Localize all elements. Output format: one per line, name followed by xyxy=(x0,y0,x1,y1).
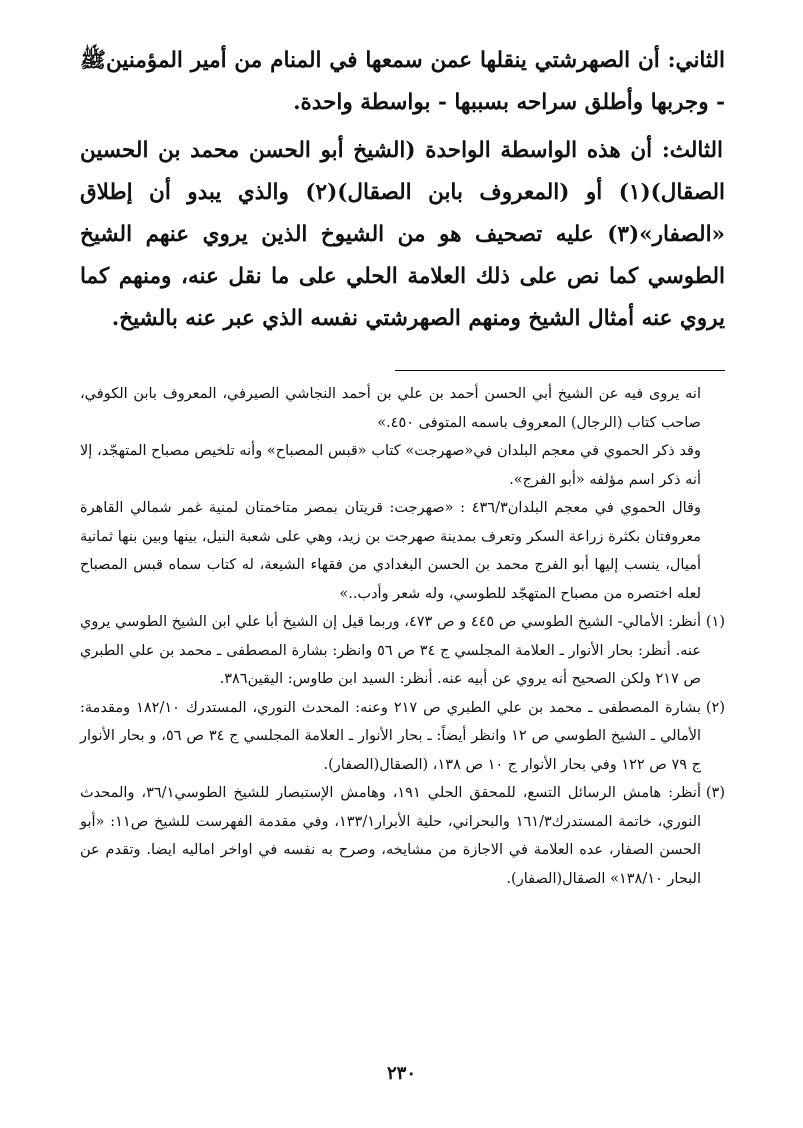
footnote-number: (٣) xyxy=(705,785,725,801)
paragraph-second-point: الثاني: أن الصهرشتي ينقلها عمن سمعها في المنام من أمير المؤمنينﷺ - وجربها وأطلق سراحه بسببها - بواسطة واحدة. xyxy=(80,48,725,115)
footnotes xyxy=(80,380,725,893)
footnote-continuation: انه يروى فيه عن الشيخ أبي الحسن أحمد بن علي بن أحمد النجاشي الصيرفي، المعروف بابن الكوفي، صاحب كتاب (الرجال) المعروف باسمه المتوفى ٤٥٠.» xyxy=(80,386,701,431)
footnote-number: (١) xyxy=(705,614,725,630)
footnote-divider xyxy=(395,370,725,371)
main-text xyxy=(80,40,725,340)
footnote-continuation: وقد ذكر الحموي في معجم البلدان في«صهرجت» كتاب «قبس المصباح» وأنه تلخيص مصباح المتهجّد، إلا أنه ذكر اسم مؤلفه «أبو الفرج». xyxy=(80,443,701,488)
paragraph-third-point: الثالث: أن هذه الواسطة الواحدة (الشيخ أبو الحسن محمد بن الحسين الصقال)(١) أو (المعروف بابن الصقال)(٢) والذي يبدو أن إطلاق «الصفار»(٣) عليه تصحيف هو من الشيوخ الذين يروي عنهم الشيخ الطوسي كما نص على ذلك العلامة الحلي على ما نقل عنه، ومنهم كما يروي عنه أمثال الشيخ ومنهم الصهرشتي نفسه الذي عبر عنه بالشيخ. xyxy=(80,138,725,331)
footnote-number: (٢) xyxy=(705,699,725,716)
footnote-text: أنظر: هامش الرسائل التسع، للمحقق الحلي ١٩١، وهامش الإستبصار للشيخ الطوسي٣٦/١، والمحدث النوري، خاتمة المستدرك١٦١/٣ والبحراني، حلية الأبرار١٣٣/١، وفي مقدمة الفهرست للشيخ ص١١: «أبو الحسن الصفار، عده العلامة في الاجازة من مشايخه، وصرح به نفسه في اواخر اماليه ايضا. وتقدم عن البحار ١٣٨/١٠» الصقال(الصفار). xyxy=(80,785,702,887)
footnote-text: بشارة المصطفى ـ محمد بن علي الطبري ص ٢١٧ وعنه: المحدث النوري، المستدرك ١٨٢/١٠ ومقدمة: الأمالي ـ الشيخ الطوسي ص ١٢ وانظر أيضاً: ـ بحار الأنوار ـ العلامة المجلسي ج ٣٤ ص ٥٦، و بحار الأنوار ج ٧٩ ص ١٢٢ وفي بحار الأنوار ج ١٠ ص ١٣٨، (الصقال(الصفار). xyxy=(80,699,702,773)
footnote-3 xyxy=(80,779,725,893)
page-number: ٢٣٠ xyxy=(386,1063,416,1084)
footnote-2 xyxy=(80,694,725,780)
footnote-text: أنظر: الأمالي- الشيخ الطوسي ص ٤٤٥ و ص ٤٧٣، وربما قيل إن الشيخ أبا علي ابن الشيخ الطوسي يروي عنه. أنظر: بحار الأنوار ـ العلامة المجلسي ج ٣٤ ص ٥٦ وانظر: بشارة المصطفى ـ محمد بن علي الطبري ص ٢١٧ ولكن الصحيح أنه يروي عن أبيه عنه. أنظر: السيد ابن طاوس: اليقين٣٨٦. xyxy=(80,614,702,687)
footnote-continuation: وقال الحموي في معجم البلدان٤٣٦/٣ : «صهرجت: قريتان بمصر متاخمتان لمنية غمر شمالي القاهرة معروفتان بكثرة زراعة السكر وتعرف بمدينة صهرجت بن زيد، وهي على شعبة النيل، بينها وبين بنها ثمانية أميال، ينسب إليها أبو الفرج محمد بن الحسن البغدادي من فقهاء الشيعة، له كتاب سماه قبس المصباح لعله اختصره من مصباح المتهجّد للطوسي، وله شعر وأدب..» xyxy=(80,500,701,602)
footnote-1 xyxy=(80,608,725,694)
